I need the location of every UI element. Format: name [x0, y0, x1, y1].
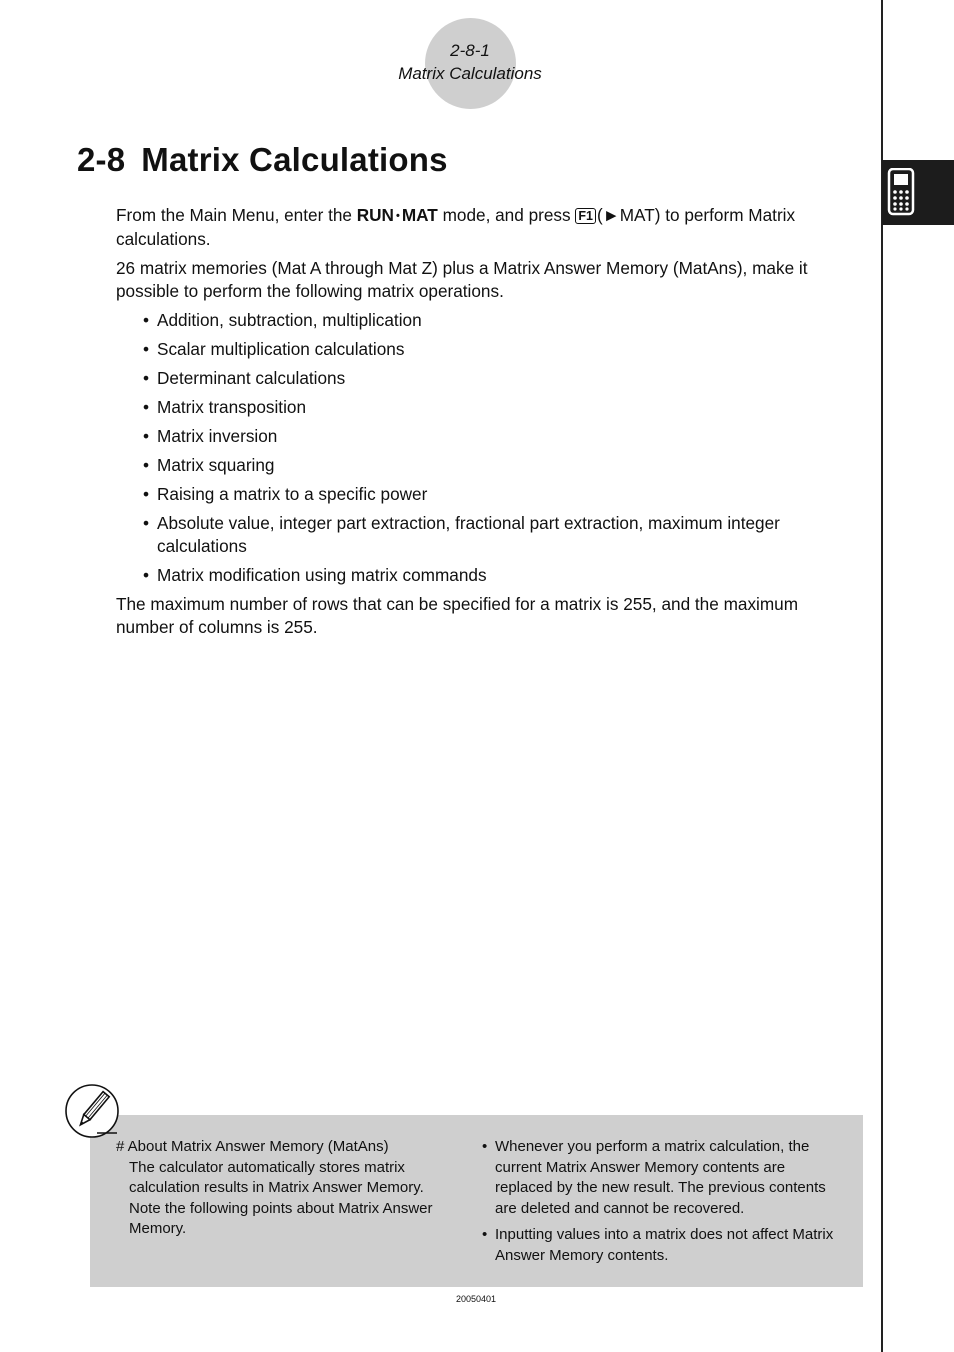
- list-item: • Matrix inversion: [143, 426, 278, 446]
- note-right-column: [482, 1137, 842, 1273]
- note-point: • Whenever you perform a matrix calculation, the current Matrix Answer Memory contents are replaced by the new result. The previous contents are deleted and cannot be recovered.: [482, 1138, 826, 1217]
- section-heading: [77, 141, 448, 179]
- pencil-icon: [63, 1083, 123, 1141]
- limits-paragraph: The maximum number of rows that can be specified for a matrix is 255, and the maximum number of columns is 255.: [116, 594, 799, 637]
- list-item: • Determinant calculations: [143, 368, 346, 388]
- list-item: • Absolute value, integer part extraction, fractional part extraction, maximum integer calculations: [143, 513, 780, 556]
- note-text: The calculator automatically stores matrix calculation results in Matrix Answer Memory. Note the following points about Matrix Answer Memory.: [129, 1158, 433, 1238]
- intro-text-2: mode, and press: [437, 205, 576, 225]
- mode-dot: •: [395, 210, 400, 222]
- section-number: 2-8: [77, 141, 126, 178]
- note-left-column: [116, 1137, 446, 1240]
- page-number: 2-8-1: [450, 41, 490, 60]
- list-item: • Scalar multiplication calculations: [143, 339, 405, 359]
- list-item: • Matrix modification using matrix commands: [143, 565, 487, 585]
- operations-list: [116, 309, 856, 587]
- list-item: • Matrix transposition: [143, 397, 307, 417]
- intro-text-1: From the Main Menu, enter the: [116, 205, 357, 225]
- list-item: • Raising a matrix to a specific power: [143, 484, 428, 504]
- mode-mat: MAT: [401, 205, 438, 225]
- running-title: Matrix Calculations: [398, 64, 542, 83]
- calculator-icon: [886, 168, 916, 216]
- f1-key-icon: F1: [575, 208, 596, 224]
- section-title: Matrix Calculations: [141, 141, 448, 178]
- footer-code: 20050401: [455, 1294, 497, 1304]
- list-item: • Matrix squaring: [143, 455, 275, 475]
- mode-run: RUN: [356, 205, 394, 225]
- intro-paragraph: [116, 204, 856, 251]
- note-point: • Inputting values into a matrix does not affect Matrix Answer Memory contents.: [482, 1226, 834, 1264]
- body-text: [116, 204, 856, 645]
- intro-text-3: (►MAT) to perform Matrix calculations.: [116, 205, 796, 249]
- note-heading: # About Matrix Answer Memory (MatAns): [116, 1138, 389, 1155]
- chapter-side-tab: [882, 160, 954, 225]
- list-item: • Addition, subtraction, multiplication: [143, 310, 422, 330]
- memory-paragraph: 26 matrix memories (Mat A through Mat Z) plus a Matrix Answer Memory (MatAns), make it possible to perform the following matrix operations.: [116, 258, 808, 301]
